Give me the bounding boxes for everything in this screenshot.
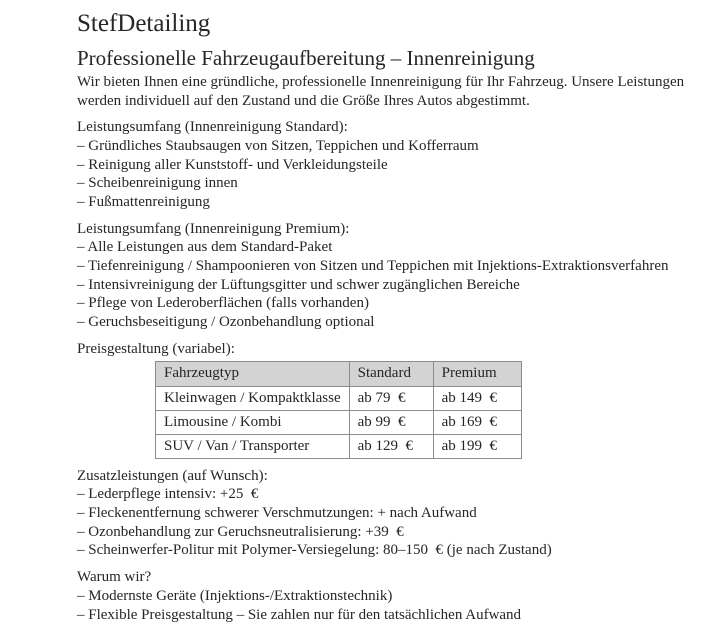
table-header-vehicle-type: Fahrzeugtyp (156, 361, 350, 386)
list-item: – Modernste Geräte (Injektions-/Extraktionstechnik) (77, 587, 682, 606)
table-row (156, 386, 522, 410)
list-item: – Scheinwerfer-Politur mit Polymer-Versiegelung: 80–150 € (je nach Zustand) (77, 541, 682, 560)
list-item: – Gründliches Staubsaugen von Sitzen, Teppichen und Kofferraum (77, 137, 682, 156)
table-cell-vehicle-type: Kleinwagen / Kompaktklasse (156, 386, 350, 410)
section-premium-heading: Leistungsumfang (Innenreinigung Premium): (77, 220, 682, 239)
table-cell-vehicle-type: Limousine / Kombi (156, 410, 350, 434)
table-row (156, 410, 522, 434)
section-standard-heading: Leistungsumfang (Innenreinigung Standard): (77, 118, 682, 137)
list-item: – Intensivreinigung der Lüftungsgitter und schwer zugänglichen Bereiche (77, 276, 682, 295)
section-why-us-heading: Warum wir? (77, 568, 682, 587)
table-cell-standard-price: ab 79 € (349, 386, 433, 410)
intro-paragraph (77, 73, 682, 110)
list-item: – Fleckenentfernung schwerer Verschmutzungen: + nach Aufwand (77, 504, 682, 523)
section-extras (77, 467, 682, 561)
list-item: – Ozonbehandlung zur Geruchsneutralisierung: +39 € (77, 523, 682, 542)
table-header-row (156, 361, 522, 386)
table-cell-standard-price: ab 129 € (349, 434, 433, 458)
list-item: – Pflege von Lederoberflächen (falls vorhanden) (77, 294, 682, 313)
page-subtitle: Professionelle Fahrzeugaufbereitung – Innenreinigung (77, 46, 682, 70)
list-item: – Reinigung aller Kunststoff- und Verkleidungsteile (77, 156, 682, 175)
intro-line: werden individuell auf den Zustand und die Größe Ihres Autos abgestimmt. (77, 92, 682, 111)
section-pricing (77, 340, 682, 459)
list-item: – Tiefenreinigung / Shampoonieren von Sitzen und Teppichen mit Injektions-Extraktionsverfahren (77, 257, 682, 276)
table-header-standard: Standard (349, 361, 433, 386)
list-item: – Fußmattenreinigung (77, 193, 682, 212)
section-standard (77, 118, 682, 212)
table-cell-premium-price: ab 149 € (433, 386, 521, 410)
section-premium (77, 220, 682, 332)
section-why-us (77, 568, 682, 624)
section-pricing-heading: Preisgestaltung (variabel): (77, 340, 682, 359)
table-cell-standard-price: ab 99 € (349, 410, 433, 434)
pricing-table (155, 361, 522, 459)
list-item: – Scheibenreinigung innen (77, 174, 682, 193)
section-extras-heading: Zusatzleistungen (auf Wunsch): (77, 467, 682, 486)
list-item: – Geruchsbeseitigung / Ozonbehandlung optional (77, 313, 682, 332)
table-row (156, 434, 522, 458)
table-cell-premium-price: ab 169 € (433, 410, 521, 434)
table-cell-vehicle-type: SUV / Van / Transporter (156, 434, 350, 458)
list-item: – Alle Leistungen aus dem Standard-Paket (77, 238, 682, 257)
intro-line: Wir bieten Ihnen eine gründliche, professionelle Innenreinigung für Ihr Fahrzeug. Unsere Leistungen (77, 73, 682, 92)
table-cell-premium-price: ab 199 € (433, 434, 521, 458)
page-title: StefDetailing (77, 9, 682, 38)
table-header-premium: Premium (433, 361, 521, 386)
list-item: – Lederpflege intensiv: +25 € (77, 485, 682, 504)
list-item: – Flexible Preisgestaltung – Sie zahlen nur für den tatsächlichen Aufwand (77, 606, 682, 624)
